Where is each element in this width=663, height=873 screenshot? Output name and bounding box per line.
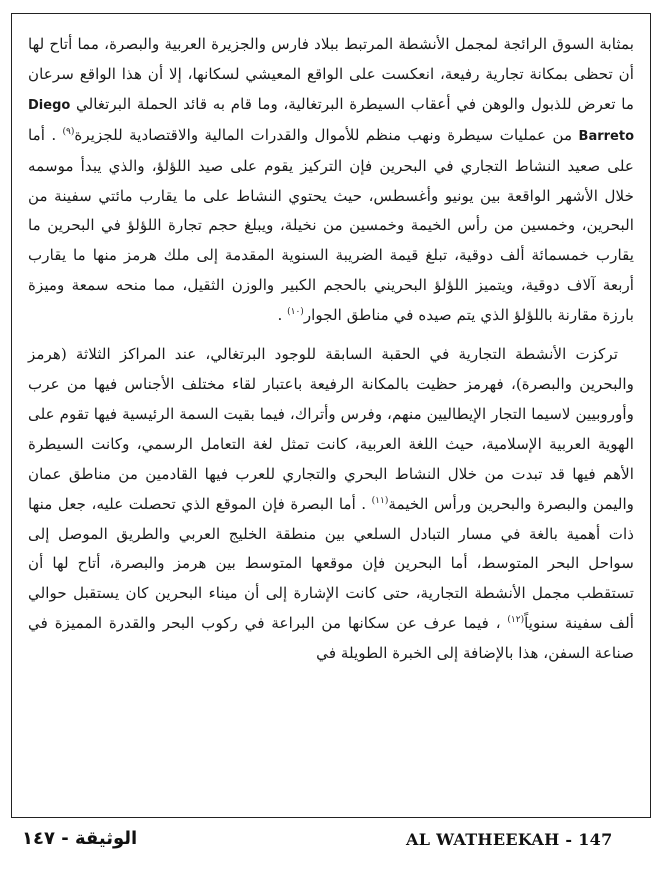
- paragraph-1-end: .: [277, 306, 283, 325]
- paragraph-1-text-c: . أما على صعيد النشاط التجاري في البحرين فإن التركيز يقوم على صيد اللؤلؤ، والذي يبدأ موسمه خلال الأشهر الواقعة بين يونيو وأغسطس، حيث يحتوي النشاط على ما يقارب مائتي سفينة من البحرين، وخمسين من رأس الخيمة وخمسين من نخيلة، ويبلغ حجم تجارة اللؤلؤ في البحرين ما يقارب خمسمائة ألف دوقية، تبلغ قيمة الضريبة السنوية المقدمة إلى ملك هرمز منها ما يقارب أربعة آلاف دوقية، ويتميز اللؤلؤ البحريني بالحجم الكبير والوزن الثقيل، مما منحه سمعة وميزة بارزة مقارنة باللؤلؤ الذي يتم صيده في مناطق الجوار: [28, 125, 634, 325]
- paragraph-1-text-b: من عمليات سيطرة ونهب منظم للأموال والقدرات المالية والاقتصادية للجزيرة: [74, 125, 573, 144]
- article-body: [28, 30, 634, 669]
- commander-name: Diego Barreto: [28, 97, 635, 144]
- footnote-ref-9: (٩): [62, 126, 75, 137]
- paragraph-2-text-c: ، فيما عرف عن سكانها من البراعة في ركوب البحر والقدرة المميزة في صناعة السفن، هذا بالإضافة إلى الخبرة الطويلة في: [28, 614, 634, 663]
- paragraph-2: [28, 340, 634, 669]
- paragraph-2-text-b: . أما البصرة فإن الموقع الذي تحصلت عليه، جعل منها ذات أهمية بالغة في مسار التبادل السلعي بين منطقة الخليج العربي والطريق الموصل إلى سواحل البحر المتوسط، أما البحرين فإن موقعها المتوسط بين هرمز والبصرة، أتاح لها أن تستقطب مجمل الأنشطة التجارية، حتى كانت الإشارة إلى أن ميناء البحرين كان يستقبل حوالي ألف سفينة سنوياً: [28, 494, 634, 633]
- journal-name-english: AL WATHEEKAH - 147: [406, 830, 613, 849]
- footnote-ref-12: (١٢): [507, 615, 525, 626]
- page-footer: [0, 828, 663, 858]
- paragraph-2-text-a: تركزت الأنشطة التجارية في الحقبة السابقة للوجود البرتغالي، عند المراكز الثلاثة (هرمز والبحرين والبصرة)، فهرمز حظيت بالمكانة الرفيعة باعتبار لقاء مختلف الأجناس فيها من عرب وأوروبيين لاسيما التجار الإيطاليين منهم، وفرس وأتراك، فيما بقيت السمة الرئيسية فيها تقوم على الهوية العربية الإسلامية، حيث اللغة العربية، كانت تمثل لغة التعامل الرسمي، وكانت السيطرة الأهم فيها قد تبدت من خلال النشاط البحري والتجاري للعرب فيها القادمين من مناطق عمان واليمن والبصرة والبحرين ورأس الخيمة: [28, 345, 634, 513]
- paragraph-1-text-a: بمثابة السوق الرائجة لمجمل الأنشطة المرتبط ببلاد فارس والجزيرة العربية والبصرة، مما أتاح لها أن تحظى بمكانة تجارية رفيعة، انعكست على الواقع المعيشي لسكانها، إلا أن هذا الواقع سرعان ما تعرض للذبول والوهن في أعقاب السيطرة البرتغالية، وما قام به قائد الحملة البرتغالي: [28, 35, 635, 113]
- footnote-ref-11: (١١): [371, 495, 389, 506]
- footnote-ref-10: (١٠): [287, 307, 304, 318]
- journal-name-arabic: الوثيقة - ١٤٧: [22, 828, 138, 849]
- paragraph-1: [28, 30, 634, 331]
